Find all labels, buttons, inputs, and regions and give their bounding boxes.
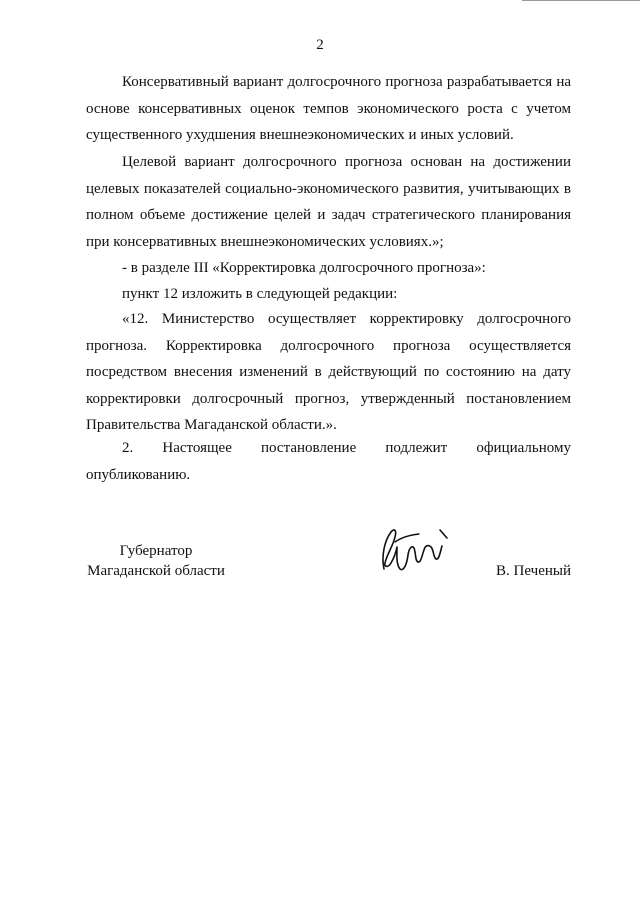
paragraph-text: 2. Настоящее постановление подлежит официальному опубликованию. bbox=[86, 440, 571, 483]
paragraph-publication bbox=[86, 435, 571, 488]
signature-title-line1: Губернатор bbox=[119, 543, 193, 559]
paragraph-text: Целевой вариант долгосрочного прогноза основан на достижении целевых показателей социально-экономического развития, учитывающих в полном объеме достижение целей и задач стратегического планирования при консервативных внешнеэкономических условиях.»; bbox=[86, 154, 571, 250]
paragraph-text: «12. Министерство осуществляет корректировку долгосрочного прогноза. Корректировка долгосрочного прогноза осуществляется посредством внесения изменений в действующий по состоянию на дату корректировки долгосрочный прогноз, утвержденный постановлением Правительства Магаданской области.». bbox=[86, 311, 571, 433]
top-rule bbox=[522, 0, 640, 1]
signature-title-line2: Магаданской области bbox=[87, 563, 225, 579]
paragraph-target-variant bbox=[86, 149, 571, 255]
paragraph-point-twelve-intro bbox=[86, 281, 571, 308]
paragraph-text: - в разделе III «Корректировка долгосрочного прогноза»: bbox=[122, 260, 486, 276]
paragraph-text: Консервативный вариант долгосрочного прогноза разрабатывается на основе консервативных оценок темпов экономического роста с учетом существенного ухудшения внешнеэкономических и иных условий. bbox=[86, 74, 571, 143]
paragraph-section-three bbox=[86, 255, 571, 282]
paragraph-point-twelve-text bbox=[86, 306, 571, 439]
paragraph-text: пункт 12 изложить в следующей редакции: bbox=[122, 286, 398, 302]
page-number: 2 bbox=[316, 37, 324, 53]
signature-name: В. Печеный bbox=[496, 563, 571, 579]
paragraph-conservative-variant bbox=[86, 69, 571, 149]
signature-title bbox=[86, 541, 226, 581]
handwritten-signature bbox=[376, 524, 454, 576]
